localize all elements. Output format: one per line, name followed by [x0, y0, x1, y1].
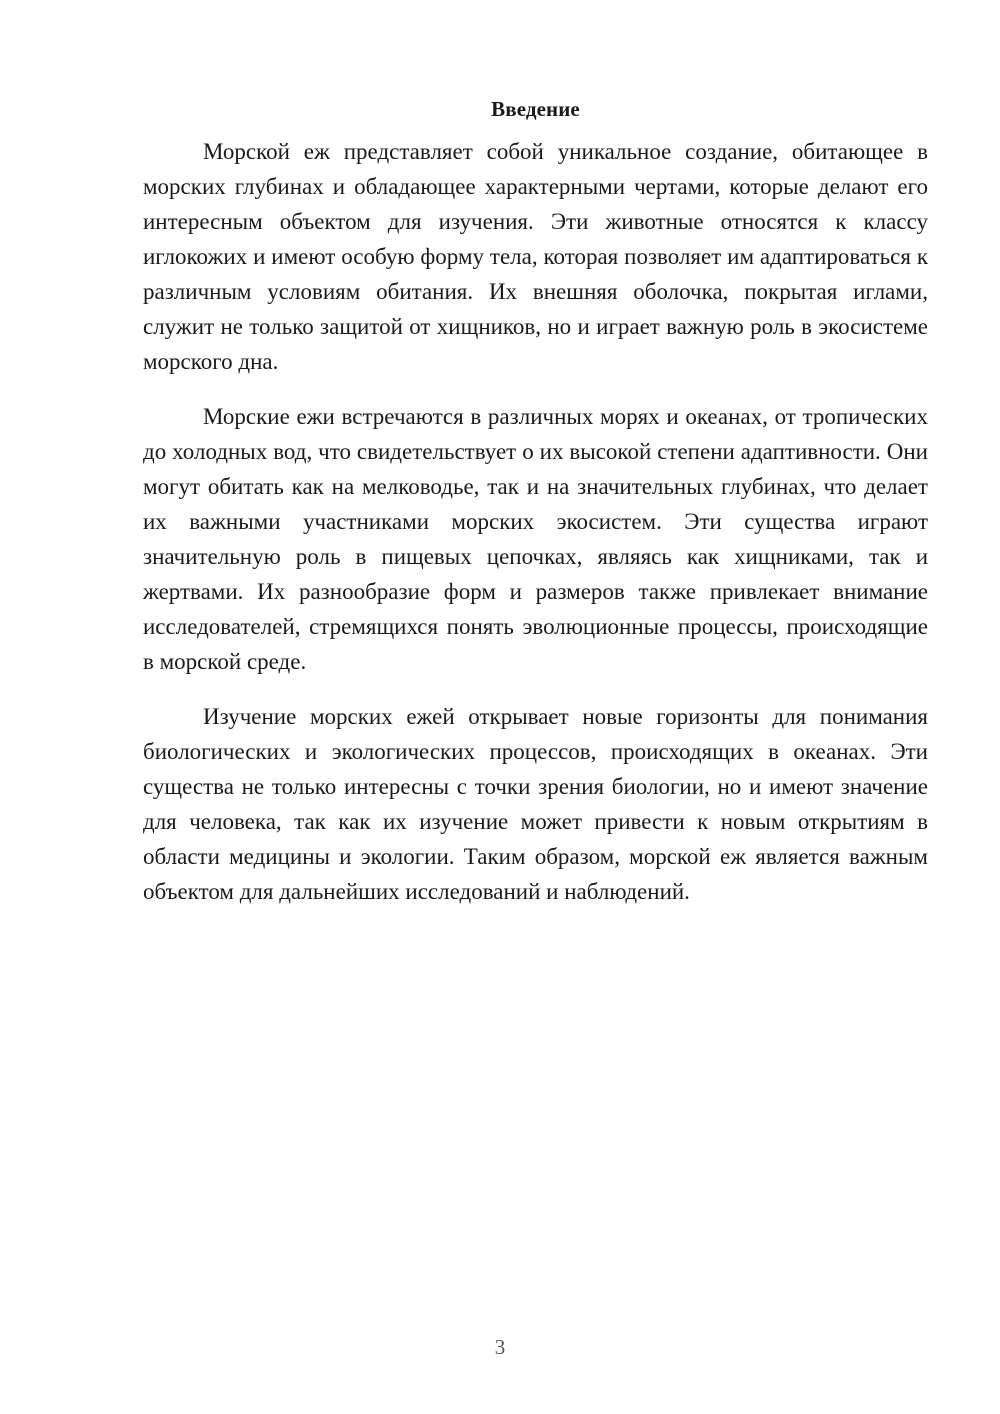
- paragraph: Изучение морских ежей открывает новые горизонты для понимания биологических и экологических процессов, происходящих в океанах. Эти существа не только интересны с точки зрения биологии, но и имеют значение для человека, так как их изучение может привести к новым открытиям в области медицины и экологии. Таким образом, морской еж является важным объектом для дальнейших исследований и наблюдений.: [143, 704, 928, 904]
- paragraph: Морские ежи встречаются в различных морях и океанах, от тропических до холодных вод, что свидетельствует о их высокой степени адаптивности. Они могут обитать как на мелководье, так и на значительных глубинах, что делает их важными участниками морских экосистем. Эти существа играют значительную роль в пищевых цепочках, являясь как хищниками, так и жертвами. Их разнообразие форм и размеров также привлекает внимание исследователей, стремящихся понять эволюционные процессы, происходящие в морской среде.: [143, 404, 928, 674]
- paragraph: Морской еж представляет собой уникальное создание, обитающее в морских глубинах и обладающее характерными чертами, которые делают его интересным объектом для изучения. Эти животные относятся к классу иглокожих и имеют особую форму тела, которая позволяет им адаптироваться к различным условиям обитания. Их внешняя оболочка, покрытая иглами, служит не только защитой от хищников, но и играет важную роль в экосистеме морского дна.: [143, 139, 928, 374]
- page-content: [143, 92, 928, 929]
- page-number: 3: [494, 1335, 506, 1359]
- section-title: Введение: [491, 97, 580, 121]
